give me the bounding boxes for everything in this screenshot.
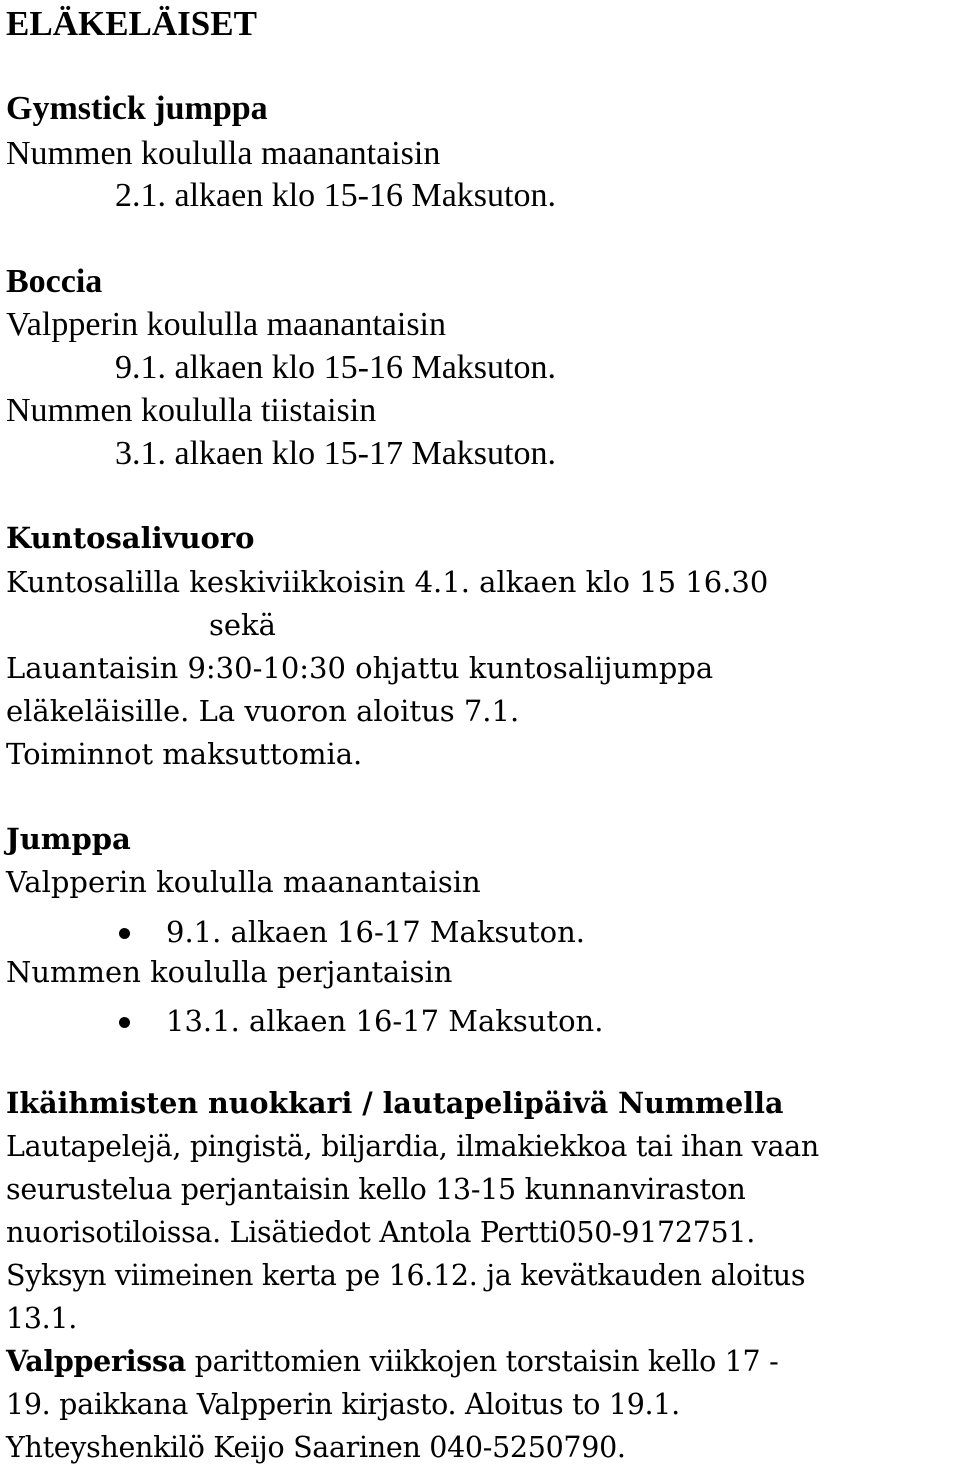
nuokkari-line-5: 13.1. <box>6 1302 78 1335</box>
boccia-line-4: 3.1. alkaen klo 15-17 Maksuton. <box>115 435 556 472</box>
jumppa-bullet-1: 9.1. alkaen 16-17 Maksuton. <box>166 915 585 949</box>
kuntosali-line-5: Toiminnot maksuttomia. <box>6 737 363 771</box>
nuokkari-line-6 <box>6 1340 778 1383</box>
kuntosali-line-1: Kuntosalilla keskiviikkoisin 4.1. alkaen klo 15 16.30 <box>6 565 769 599</box>
kuntosali-line-3: Lauantaisin 9:30-10:30 ohjattu kuntosalijumppa <box>6 651 714 685</box>
jumppa-bullet-2: 13.1. alkaen 16-17 Maksuton. <box>166 1004 604 1038</box>
kuntosali-heading: Kuntosalivuoro <box>6 521 255 555</box>
valpperissa-label: Valpperissa <box>6 1344 186 1378</box>
nuokkari-line-3: nuorisotiloissa. Lisätiedot Antola Pertti050-9172751. <box>6 1216 755 1249</box>
jumppa-line-1: Valpperin koululla maanantaisin <box>6 865 481 899</box>
nuokkari-line-8: Yhteyshenkilö Keijo Saarinen 040-5250790. <box>6 1431 626 1464</box>
nuokkari-line-1: Lautapelejä, pingistä, biljardia, ilmakiekkoa tai ihan vaan <box>6 1130 819 1163</box>
boccia-heading: Boccia <box>6 263 103 300</box>
page-title: ELÄKELÄISET <box>6 4 257 43</box>
kuntosali-line-4: eläkeläisille. La vuoron aloitus 7.1. <box>6 694 520 728</box>
jumppa-heading: Jumppa <box>6 822 131 856</box>
boccia-line-1: Valpperin koululla maanantaisin <box>6 306 446 343</box>
boccia-line-2: 9.1. alkaen klo 15-16 Maksuton. <box>115 349 556 386</box>
jumppa-line-2: Nummen koululla perjantaisin <box>6 955 453 989</box>
gymstick-line-1: Nummen koululla maanantaisin <box>6 135 441 172</box>
nuokkari-heading: Ikäihmisten nuokkari / lautapelipäivä Nummella <box>6 1086 784 1120</box>
nuokkari-line-2: seurustelua perjantaisin kello 13-15 kunnanviraston <box>6 1173 746 1206</box>
gymstick-line-2: 2.1. alkaen klo 15-16 Maksuton. <box>115 177 556 214</box>
gymstick-heading: Gymstick jumppa <box>6 90 268 127</box>
bullet-icon <box>119 1017 130 1028</box>
kuntosali-line-2: sekä <box>209 608 276 642</box>
bullet-icon <box>119 928 130 939</box>
nuokkari-line-7: 19. paikkana Valpperin kirjasto. Aloitus to 19.1. <box>6 1388 680 1421</box>
nuokkari-line-6-rest: parittomien viikkojen torstaisin kello 17 - <box>185 1345 779 1378</box>
boccia-line-3: Nummen koululla tiistaisin <box>6 392 377 429</box>
nuokkari-line-4: Syksyn viimeinen kerta pe 16.12. ja kevätkauden aloitus <box>6 1259 806 1292</box>
